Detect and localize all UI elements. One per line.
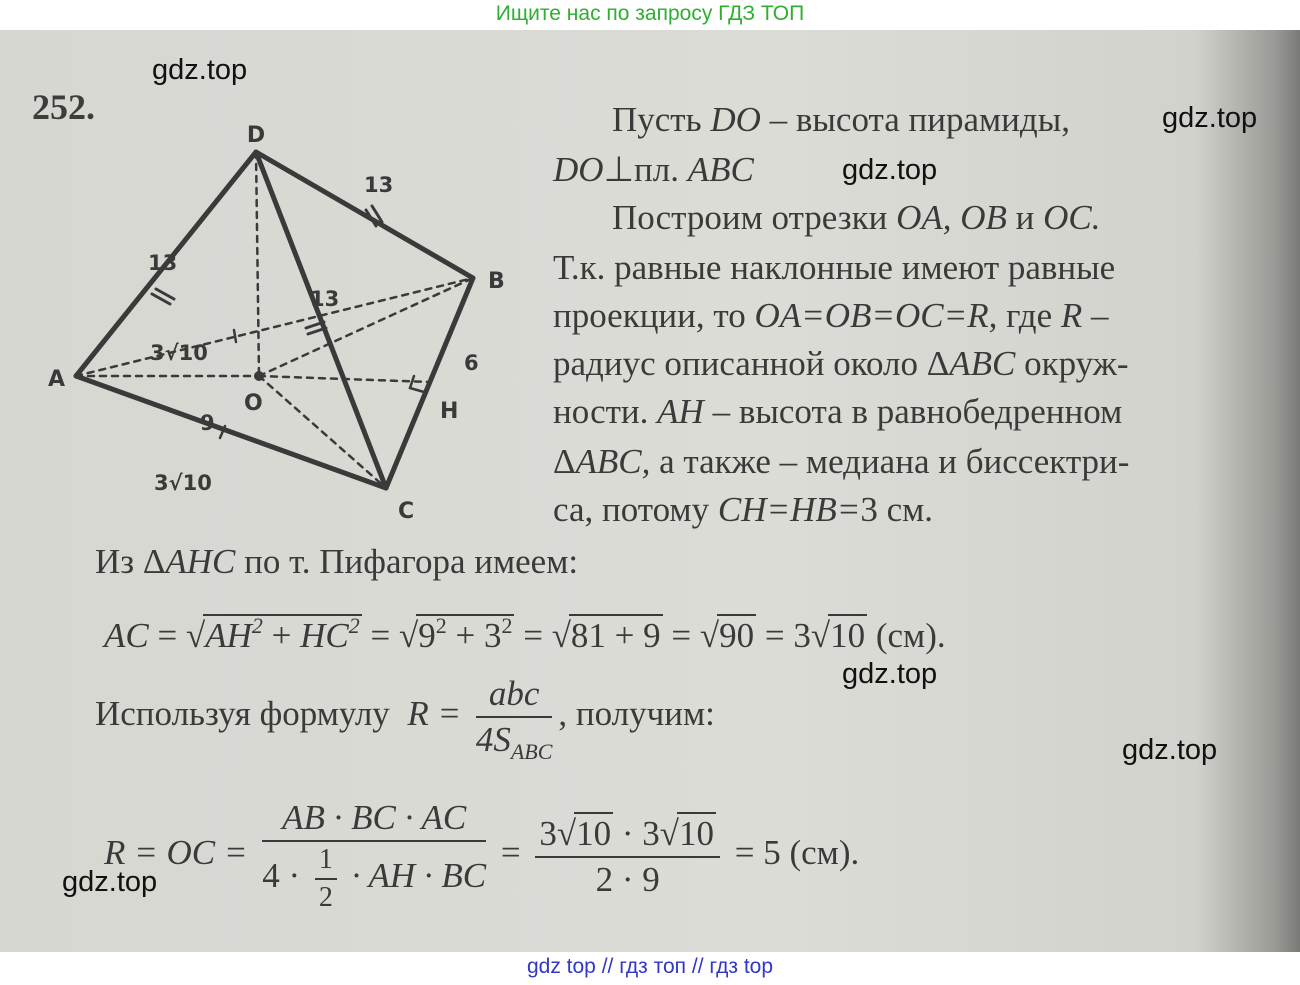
pyramid-figure xyxy=(30,120,550,540)
text-line-1: Пусть DO – высота пирамиды, xyxy=(612,100,1070,139)
edge-db xyxy=(256,152,473,278)
problem-number: 252. xyxy=(32,87,95,127)
text-line-8: ΔABC, а также – медиана и биссектри- xyxy=(553,442,1130,481)
watermark-1: gdz.top xyxy=(152,54,248,86)
text-line-9: са, потому CH=HB=3 см. xyxy=(553,490,934,529)
watermark-5: gdz.top xyxy=(1122,734,1218,766)
text-line-7: ности. AH – высота в равнобедренном xyxy=(553,392,1123,431)
equation-r: R = OC = AB · BC · AC 4 · $\frac{1}{2}$ · AH · BC = $\frac{3√10 \cdot 3√10}{2 \cdot 9}$ = 5 (см). xyxy=(104,798,860,913)
edge-ab-dashed xyxy=(76,278,473,376)
equation-ac: AC = $√AH^2 + HC^2 = √9^2 + 3^2 = √81 + 9 = √90 = 3√10$ (см). xyxy=(104,613,946,655)
watermark-6: gdz.top xyxy=(62,866,158,898)
top-banner: Ищите нас по запросу ГДЗ ТОП xyxy=(0,0,1300,30)
dim-ab: 3√10 xyxy=(150,341,208,365)
text-line-4: Т.к. равные наклонные имеют равные xyxy=(553,248,1116,287)
textbook-page xyxy=(0,30,1300,952)
equation-formula: Используя формулу R = $\frac{\text{abc}}{4S_{ABC}}$ , получим: xyxy=(95,674,715,764)
dim-db: 13 xyxy=(364,173,394,197)
label-o: O xyxy=(244,391,263,416)
label-d: D xyxy=(246,123,266,148)
edge-ac xyxy=(76,376,386,488)
text-line-5: проекции, то OA=OB=OC=R, где R – xyxy=(553,296,1109,335)
label-a: A xyxy=(48,367,66,392)
text-line-2: DO⊥пл. ABC xyxy=(553,150,754,189)
dim-bc: 6 xyxy=(464,351,479,375)
text-line-3: Построим отрезки OA, OB и OC. xyxy=(612,198,1101,237)
watermark-4: gdz.top xyxy=(842,658,938,690)
watermark-2: gdz.top xyxy=(1162,102,1258,134)
dim-ac: 3√10 xyxy=(154,471,212,495)
dim-ao: 9 xyxy=(200,411,215,435)
label-c: C xyxy=(398,499,415,524)
label-b: B xyxy=(488,269,505,294)
dim-dc: 13 xyxy=(310,287,340,311)
height-do xyxy=(256,152,259,376)
label-h: H xyxy=(440,399,459,424)
watermark-3: gdz.top xyxy=(842,154,938,186)
dim-ad: 13 xyxy=(148,251,178,275)
bottom-footer: gdz top // гдз топ // гдз top xyxy=(0,952,1300,985)
edge-dc xyxy=(256,152,386,488)
text-line-10: Из ΔAHC по т. Пифагора имеем: xyxy=(95,542,579,581)
text-line-6: радиус описанной около ΔABC окруж- xyxy=(553,344,1129,383)
